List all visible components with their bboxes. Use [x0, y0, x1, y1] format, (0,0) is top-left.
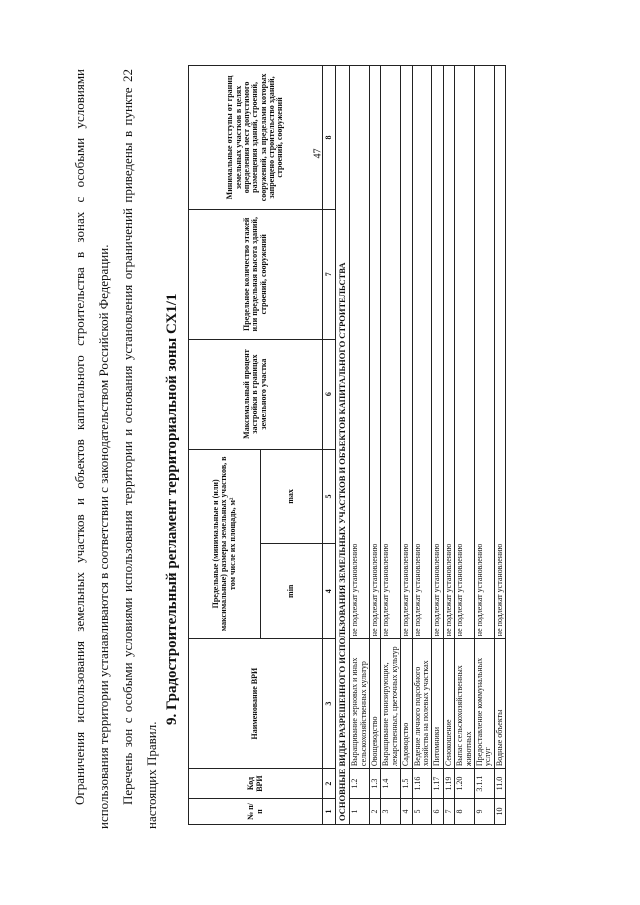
table-row [381, 66, 401, 825]
row-code: 1.2 [350, 769, 370, 799]
row-note: не подлежат установлению [350, 66, 370, 639]
row-note: не подлежат установлению [381, 66, 401, 639]
header-floors: Предельное количество этажей или предельная высота зданий, строений, сооружений [189, 209, 323, 339]
regulation-table [188, 65, 506, 825]
column-number: 3 [323, 639, 336, 769]
column-number: 8 [323, 66, 336, 210]
row-name: Выращивание тонизирующих, лекарственных, цветочных культур [381, 639, 401, 769]
table-row [432, 66, 443, 825]
column-number: 1 [323, 799, 336, 825]
row-number: 9 [475, 799, 495, 825]
column-number: 6 [323, 339, 336, 449]
row-number: 10 [494, 799, 505, 825]
table-row [350, 66, 370, 825]
header-code: Код ВРИ [189, 769, 323, 799]
row-code: 11.0 [494, 769, 505, 799]
table-row [475, 66, 495, 825]
header-max: max [261, 449, 323, 544]
row-name: Садоводство [401, 639, 412, 769]
row-number: 2 [370, 799, 381, 825]
row-number: 4 [401, 799, 412, 825]
row-code: 1.3 [370, 769, 381, 799]
table-row [443, 66, 454, 825]
row-name: Водные объекты [494, 639, 505, 769]
row-note: не подлежат установлению [412, 66, 432, 639]
section-title-row: ОСНОВНЫЕ ВИДЫ РАЗРЕШЕННОГО ИСПОЛЬЗОВАНИЯ ЗЕМЕЛЬНЫХ УЧАСТКОВ И ОБЪЕКТОВ КАПИТАЛЬНОГО СТРОИТЕЛЬСТВА [336, 66, 350, 825]
row-number: 6 [432, 799, 443, 825]
row-note: не подлежат установлению [455, 66, 475, 639]
row-code: 1.4 [381, 769, 401, 799]
row-code: 1.20 [455, 769, 475, 799]
table-row [401, 66, 412, 825]
row-code: 1.16 [412, 769, 432, 799]
row-name: Выпас сельскохозяйственных животных [455, 639, 475, 769]
header-coverage: Максимальный процент застройки в границах земельного участка [189, 339, 323, 449]
restrictions-paragraph: Ограничения использования земельных участков и объектов капитального строительства в зонах с особыми условиями использования территории устанавливаются в соответствии с законодательством Российской Федерации. [72, 69, 111, 829]
row-note: не подлежат установлению [401, 66, 412, 639]
row-number: 3 [381, 799, 401, 825]
column-number: 2 [323, 769, 336, 799]
row-code: 1.5 [401, 769, 412, 799]
row-name: Ведение личного подсобного хозяйства на полевых участках [412, 639, 432, 769]
row-number: 5 [412, 799, 432, 825]
table-row [455, 66, 475, 825]
row-note: не подлежат установлению [443, 66, 454, 639]
column-number: 7 [323, 209, 336, 339]
row-number: 7 [443, 799, 454, 825]
table-row [494, 66, 505, 825]
header-num: № п/п [189, 799, 323, 825]
row-number: 1 [350, 799, 370, 825]
row-note: не подлежат установлению [475, 66, 495, 639]
row-name: Питомники [432, 639, 443, 769]
row-note: не подлежат установлению [494, 66, 505, 639]
row-code: 3.1.1 [475, 769, 495, 799]
row-code: 1.19 [443, 769, 454, 799]
zones-list-paragraph: Перечень зон с особыми условиями использования территории и основания установления ограничений приведены в пункте 22 настоящих Правил. [120, 69, 159, 829]
row-number: 8 [455, 799, 475, 825]
row-note: не подлежат установлению [432, 66, 443, 639]
header-name: Наименование ВРИ [189, 639, 323, 769]
header-sizes: Предельные (минимальные и (или) максимальные) размеры земельных участков, в том числе их площадь, м² [189, 449, 261, 639]
row-code: 1.17 [432, 769, 443, 799]
section-heading: 9. Градостроительный регламент территориальной зоны СХ1/1 [164, 293, 180, 725]
column-number: 4 [323, 544, 336, 639]
header-setbacks: Минимальные отступы от границ земельных участков в целях определения мест допустимого размещения зданий, строений, сооружений, за пределами которых запрещено строительство зданий, строений, сооружений [189, 66, 323, 210]
page-number: 47 [312, 148, 324, 159]
row-name: Сенокошение [443, 639, 454, 769]
row-name: Предоставление коммунальных услуг [475, 639, 495, 769]
row-name: Овощеводство [370, 639, 381, 769]
table-row [412, 66, 432, 825]
column-number: 5 [323, 449, 336, 544]
rotated-page-content [60, 55, 620, 845]
header-min: min [261, 544, 323, 639]
table-row [370, 66, 381, 825]
row-note: не подлежат установлению [370, 66, 381, 639]
row-name: Выращивание зерновых и иных сельскохозяйственных культур [350, 639, 370, 769]
